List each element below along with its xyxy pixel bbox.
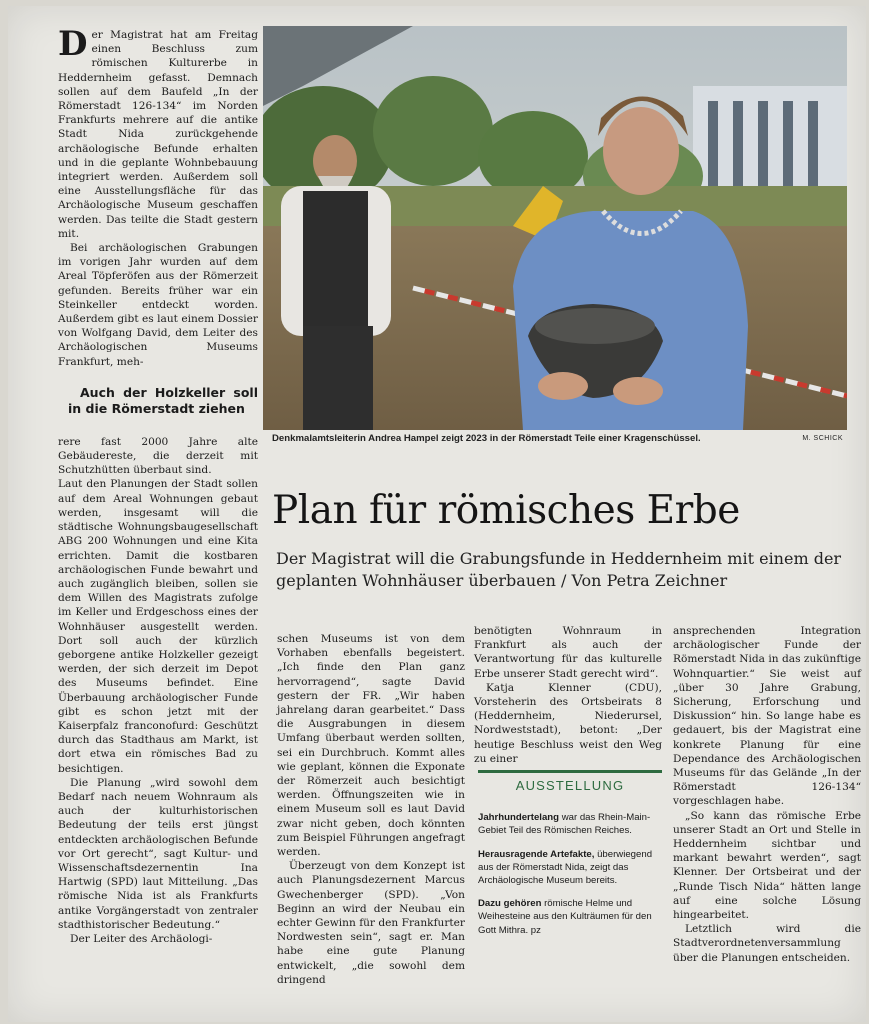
drop-cap: D — [58, 24, 88, 64]
article-paragraph: Der Magistrat hat am Freitag einen Beschluss zum römischen Kulturerbe in Heddernheim gefasst. Demnach sollen auf dem Baufeld „In der Römerstadt 126-134“ im Norden Frankfurts mehrere auf die antike Stadt Nida zurückgehende archäologische Befunde erhalten und in die geplante Wohnbebauung integriert werden. Außerdem soll eine Ausstellungsfläche für das Archäologische Museum geschaffen werden. Das teilte die Stadt gestern mit. — [58, 24, 258, 240]
article-paragraph: Bei archäologischen Grabungen im vorigen Jahr wurden auf dem Areal Töpferöfen aus der Römerzeit gefunden. Bereits früher war ein Steinkeller entdeckt worden. Außerdem gibt es laut einem Dossier von Wolfgang David, dem Leiter des Archäologischen Museums Frankfurt, meh- — [58, 242, 258, 368]
info-box-item: Herausragende Artefakte, überwiegend aus der Römerstadt Nida, zeigt das Archäologische Museum bereits. — [478, 848, 653, 887]
article-paragraph: Laut den Planungen der Stadt sollen auf dem Areal Wohnungen gebaut werden, insgesamt will die städtische Wohnungsbaugesellschaft ABG 200 Wohnungen und eine Kita errichten. Damit die kostbaren archäologischen Funde bewahrt und auch zugänglich bleiben, sollen sie dem Willen des Magistrats zufolge im Keller und Erdgeschoss eines der Wohnhäuser ausgestellt werden. Dort soll auch der kürzlich geborgene antike Holzkeller gezeigt werden, der sich derzeit im Depot des Museums befindet. Eine Überbauung archäologischer Funde gibt es schon jetzt mit der Kaiserpfalz franconofurd: Geschützt durch das Stadthaus am Markt, ist dort etwa ein römisches Bad zu besichtigen. — [58, 478, 258, 775]
article-paragraph: rere fast 2000 Jahre alte Gebäudereste, die derzeit mit Schutzhütten überbaut sind. — [58, 435, 258, 477]
article-column-1 — [58, 24, 258, 1008]
deck: Der Magistrat will die Grabungsfunde in Heddernheim mit einem der geplanten Wohnhäuser überbauen / Von Petra Zeichner — [276, 549, 842, 590]
article-paragraph: Der Leiter des Archäologi- — [70, 932, 213, 945]
info-box-item: Dazu gehören römische Helme und Weihesteine aus den Kulträumen für den Gott Mithra. pz — [478, 898, 652, 936]
article-paragraph: benötigten Wohnraum in Frankfurt als auch der Verantwortung für das kulturelle Erbe unserer Stadt gerecht wird“. — [474, 625, 662, 680]
article-paragraph: Die Planung „wird sowohl dem Bedarf nach neuem Wohnraum als auch der kulturhistorischen Bedeutung der teils erst jüngst entdeckten archäologischen Befunde vor Ort gerecht“, sagt Kultur- und Wissenschaftsdezernentin Ina Hartwig (SPD) laut Mitteilung. „Das römische Nida ist als Frankfurts antike Vorgängerstadt von zentraler stadthistorischer Bedeutung.“ — [58, 776, 258, 931]
article-subheading: Auch der Holzkeller soll in die Römerstadt ziehen — [68, 384, 258, 416]
headline: Plan für römisches Erbe — [272, 488, 740, 533]
article-column-3 — [474, 624, 662, 766]
info-box-title: AUSSTELLUNG — [478, 770, 662, 801]
article-column-2 — [277, 632, 465, 987]
article-paragraph: schen Museums ist von dem Vorhaben ebenfalls begeistert. „Ich finde den Plan ganz hervorragend“, sagte David gestern der FR. „Wir haben jahrelang daran gearbeitet.“ Dass die Ausgrabungen in diesem Umfang überbaut werden sollten, sei ein Durchbruch. Kommt alles wie geplant, können die Exponate der Römerzeit auch besichtigt werden. Öffnungszeiten wie in einem Museum soll es laut David zwar nicht geben, doch könnten zum Beispiel Führungen angefragt werden. — [277, 633, 465, 859]
caption-text: Denkmalamtsleiterin Andrea Hampel zeigt 2023 in der Römerstadt Teile einer Kragenschüssel. — [272, 433, 701, 444]
article-paragraph: Überzeugt von dem Konzept ist auch Planungsdezernent Marcus Gwechenberger (SPD). „Von Beginn an wird der Neubau ein echter Gewinn für den Frankfurter Nordwesten sein“, sagt er. Man habe eine gute Planung entwickelt, „die sowohl dem dringend — [277, 860, 465, 986]
article-photo — [263, 26, 847, 430]
photo-illustration — [263, 26, 847, 430]
photo-credit: M. SCHICK — [802, 435, 843, 442]
article-paragraph: Letztlich wird die Stadtverordnetenversammlung über die Planungen entscheiden. — [673, 923, 861, 964]
info-box-item: Jahrhundertelang war das Rhein-Main-Gebiet Teil des Römischen Reiches. — [478, 812, 651, 837]
article-paragraph: ansprechenden Integration archäologischer Funde der Römerstadt Nida in das zukünftige Wohnquartier.“ Sie weist auf „über 30 Jahre Grabung, Sicherung, Erforschung und Diskussion“ hin. So lange habe es gedauert, bis der Magistrat eine konkrete Planung für eine Dependance des Archäologischen Museums für das Gelände „In der Römerstadt 126-134“ vorgeschlagen habe. — [673, 625, 861, 808]
photo-caption — [272, 433, 847, 444]
article-paragraph: „So kann das römische Erbe unserer Stadt an Ort und Stelle in Heddernheim sichtbar und markant bewahrt werden“, sagt Klenner. Der Ortsbeirat und der „Runde Tisch Nida“ hätten lange auf eine solche Lösung hingearbeitet. — [673, 809, 861, 922]
article-paragraph: Katja Klenner (CDU), Vorsteherin des Ortsbeirats 8 (Heddernheim, Niederursel, Nordweststadt), betont: „Der heutige Beschluss weist den Weg zu einer — [474, 681, 662, 765]
info-box — [478, 770, 662, 947]
article-column-4 — [673, 624, 861, 965]
